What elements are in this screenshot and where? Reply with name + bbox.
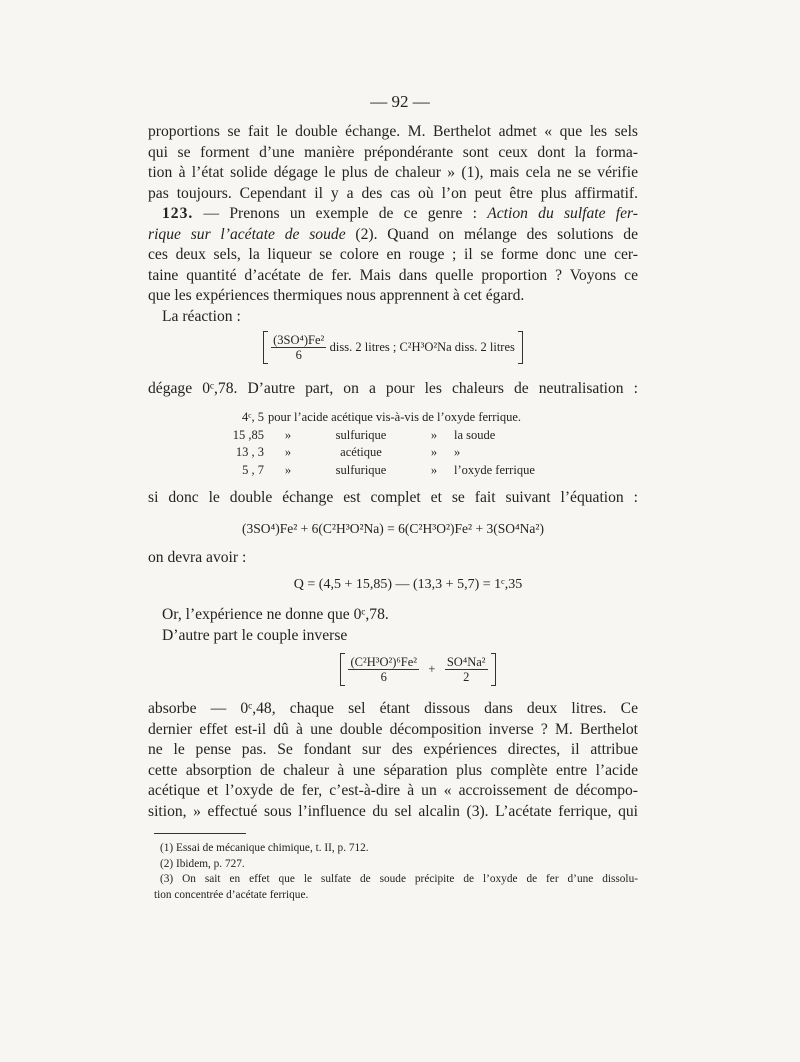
neutralization-table xyxy=(222,409,564,479)
text-line: ne le pense pas. Se fondant sur des expériences directes, il attribue xyxy=(148,741,638,758)
text-line: sition, » effectué sous l’influence du sel alcalin (3). L’acétate ferrique, qui xyxy=(148,802,638,820)
reaction-formula xyxy=(148,333,638,362)
numerator: (3SO⁴)Fe² xyxy=(273,333,325,347)
footnote: (3) On sait en effet que le sulfate de soude précipite de l’oxyde de fer d’une dissolu- xyxy=(160,873,638,885)
bracket-group xyxy=(340,655,495,684)
table-cell: » xyxy=(284,445,292,460)
text-line: on devra avoir : xyxy=(148,549,247,566)
section-number: 123. xyxy=(162,205,194,222)
text-line: pas toujours. Cependant il y a des cas où l’on peut être plus affirmatif. xyxy=(148,184,638,202)
fraction xyxy=(445,655,488,684)
table-cell: 4ᶜ, 5 xyxy=(242,410,264,425)
table-cell: » xyxy=(430,445,438,460)
si-donc-block xyxy=(148,488,638,509)
degage-line-block xyxy=(148,379,638,400)
table-cell: acétique xyxy=(340,445,382,460)
text-span: — Prenons un exemple de ce genre : xyxy=(193,205,488,222)
table-cell: 5 , 7 xyxy=(242,462,264,477)
text-line: ces deux sels, la liqueur se colore en rouge ; il se forme donc une cer- xyxy=(148,246,638,263)
italic-title: rique sur l’acétate de soude xyxy=(148,225,346,243)
footnote-rule xyxy=(154,833,246,834)
text-line: si donc le double échange est complet et se fait suivant l’équation : xyxy=(148,489,638,506)
text-line: cette absorption de chaleur à une séparation plus complète entre l’acide xyxy=(148,761,638,779)
table-cell: sulfurique xyxy=(335,462,387,477)
table-cell: pour l’acide acétique vis-à-vis de l’oxyde ferrique. xyxy=(268,410,522,425)
table-cell: » xyxy=(430,462,438,477)
bracket-group xyxy=(263,333,523,362)
text-line xyxy=(148,225,638,246)
paragraph-3 xyxy=(148,699,638,822)
text-line: qui se forment d’une manière prépondérante sont ceux dont la forma- xyxy=(148,143,638,161)
inverse-formula xyxy=(148,655,638,684)
table-cell: » xyxy=(284,462,292,477)
denominator: 6 xyxy=(295,348,302,362)
equation: (3SO⁴)Fe² + 6(C²H³O²Na) = 6(C²H³O²)Fe² + 3(SO⁴Na²) xyxy=(242,521,544,536)
text-line: Or, l’expérience ne donne que 0ᶜ,78. xyxy=(162,606,389,623)
fraction xyxy=(348,655,419,684)
text-line: dégage 0ᶜ,78. D’autre part, on a pour les chaleurs de neutralisation : xyxy=(148,380,638,397)
plus-sign: + xyxy=(428,662,436,676)
on-devra-block xyxy=(148,548,638,569)
text-line: taine quantité d’acétate de fer. Mais dans quelle proportion ? Voyons ce xyxy=(148,266,638,284)
text-line: proportions se fait le double échange. M. Berthelot admet « que les sels xyxy=(148,123,638,140)
paragraph-123 xyxy=(148,204,638,327)
reaction-intro: La réaction : xyxy=(162,307,241,325)
italic-title: Action du sulfate fer- xyxy=(487,205,638,222)
numerator: SO⁴Na² xyxy=(446,655,486,669)
table-row xyxy=(222,427,564,445)
table-cell: » xyxy=(454,445,461,460)
table-cell: » xyxy=(284,427,292,442)
text-line: tion à l’état solide dégage le plus de chaleur » (1), mais cela ne se vérifie xyxy=(148,164,638,181)
footnotes xyxy=(154,841,638,903)
paragraph-1 xyxy=(148,122,638,204)
text-line: que les expériences thermiques nous apprennent à cet égard. xyxy=(148,287,525,304)
denominator: 2 xyxy=(463,670,470,684)
table-cell: » xyxy=(430,427,438,442)
text-line: absorbe — 0ᶜ,48, chaque sel étant dissous dans deux litres. Ce xyxy=(148,700,638,717)
numerator: (C²H³O²)⁶Fe² xyxy=(350,655,418,669)
footnote: (2) Ibidem, p. 727. xyxy=(160,857,245,870)
text-line: D’autre part le couple inverse xyxy=(162,626,348,644)
table-row xyxy=(222,462,564,480)
text-line xyxy=(148,204,638,225)
fraction xyxy=(271,333,326,362)
formula-rest: diss. 2 litres ; C²H³O²Na diss. 2 litres xyxy=(329,340,515,354)
table-cell: sulfurique xyxy=(335,427,387,442)
table-cell: 15 ,85 xyxy=(232,427,264,442)
table-cell: 13 , 3 xyxy=(235,445,264,460)
q-equation: Q = (4,5 + 15,85) — (13,3 + 5,7) = 1ᶜ,35 xyxy=(293,577,523,592)
denominator: 6 xyxy=(380,670,387,684)
page-number: — 92 — xyxy=(370,92,430,111)
text-line: dernier effet est-il dû à une double décomposition inverse ? M. Berthelot xyxy=(148,720,638,738)
footnote: tion concentrée d’acétate ferrique. xyxy=(154,888,309,901)
table-row xyxy=(222,444,564,462)
table-row xyxy=(222,409,564,427)
footnote: (1) Essai de mécanique chimique, t. II, p. 712. xyxy=(160,842,369,854)
table-cell: la soude xyxy=(454,427,496,442)
table-cell: l’oxyde ferrique xyxy=(454,462,535,477)
text-line: acétique et l’oxyde de fer, c’est-à-dire à un « accroissement de décompo- xyxy=(148,782,638,799)
or-block xyxy=(148,605,638,646)
text-span: (2). Quand on mélange des solutions de xyxy=(345,225,638,243)
